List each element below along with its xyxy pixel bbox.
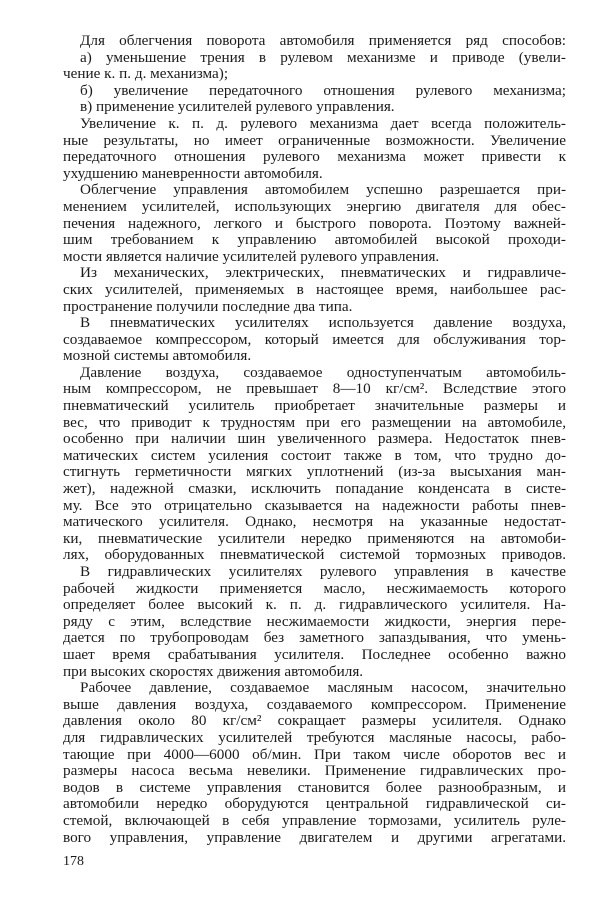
text-line: Облегчение управления автомобилем успешно разрешается при- bbox=[80, 181, 566, 199]
text-line: матических систем усиления состоит также в том, что трудно до- bbox=[63, 446, 566, 464]
list-item-b: б) увеличение передаточного отношения рулевого механизма; bbox=[80, 81, 566, 99]
text-line: ряду с этим, вследствие несжимаемости жидкости, энергия пере- bbox=[63, 612, 566, 630]
text-line: Давление воздуха, создаваемое одноступенчатым автомобиль- bbox=[80, 363, 566, 381]
text-line: для гидравлических усилителей требуются масляные насосы, рабо- bbox=[63, 728, 566, 746]
text-line: чение к. п. д. механизма); bbox=[63, 65, 229, 83]
text-line: при высоких скоростях движения автомобиля. bbox=[63, 662, 364, 680]
text-line: водов в системе управления становится более разнообразным, и bbox=[63, 778, 566, 796]
text-line: мости является наличие усилителей рулевого управления. bbox=[63, 247, 440, 265]
page-body bbox=[63, 33, 566, 846]
text-line: Рабочее давление, создаваемое масляным насосом, значительно bbox=[80, 679, 566, 697]
text-line: пространение получили последние два типа. bbox=[63, 297, 353, 315]
text-line: ным компрессором, не превышает 8—10 кг/см². Вследствие этого bbox=[63, 380, 566, 398]
text-line: В гидравлических усилителях рулевого управления в качестве bbox=[80, 563, 566, 580]
text-line: дается по трубопроводам без заметного запаздывания, что умень- bbox=[63, 629, 566, 647]
text-line: создаваемое компрессором, который имеется для обслуживания тор- bbox=[63, 330, 566, 348]
text-line: рабочей жидкости применяется масло, несжимаемость которого bbox=[63, 579, 566, 597]
text-line: особенно при наличии шин увеличенного размера. Недостаток пнев- bbox=[63, 430, 566, 448]
text-line: стемой, включающей в себя управление тормозами, усилитель руле- bbox=[63, 811, 566, 829]
text-line: тающие при 4000—6000 об/мин. При таком числе оборотов вес и bbox=[63, 745, 566, 763]
text-line: матического усилителя. Однако, несмотря на указанные недостат- bbox=[63, 513, 566, 531]
text-line: ные результаты, но имеет ограниченные возможности. Увеличение bbox=[63, 131, 566, 149]
text-line: давления около 80 кг/см² сокращает размеры усилителя. Однако bbox=[63, 712, 566, 730]
text-line: определяет более высокий к. п. д. гидравлического усилителя. На- bbox=[63, 596, 566, 614]
text-line: лях, оборудованных пневматической системой тормозных приводов. bbox=[63, 546, 566, 564]
text-line: пневматический усилитель приобретает значительные размеры и bbox=[63, 397, 566, 415]
text-line: В пневматических усилителях используется давление воздуха, bbox=[80, 314, 566, 332]
list-item-a: а) уменьшение трения в рулевом механизме и приводе (увели- bbox=[80, 48, 566, 66]
text-line: ки, пневматические усилители нередко применяются на автомоби- bbox=[63, 529, 566, 547]
list-item-c: в) применение усилителей рулевого управления. bbox=[80, 98, 395, 116]
page-number: 178 bbox=[63, 854, 84, 869]
text-line: выше давления воздуха, создаваемого компрессором. Применение bbox=[63, 695, 566, 713]
text-line: менением усилителей, использующих энергию двигателя для обес- bbox=[63, 197, 566, 215]
text-line: вес, что приводит к трудностям при его размещении на автомобиле, bbox=[63, 413, 566, 431]
text-line: жет), надежной смазки, исключить попадание конденсата в систе- bbox=[63, 480, 566, 498]
text-line: ских усилителей, применяемых в настоящее время, наибольшее рас- bbox=[63, 280, 566, 298]
text-line: ухудшению маневренности автомобиля. bbox=[63, 164, 323, 182]
text-line: му. Все это отрицательно сказывается на надежности работы пнев- bbox=[63, 496, 566, 514]
text-line: вого управления, управление двигателем и другими агрегатами. bbox=[63, 828, 566, 846]
text-line: печения надежного, легкого и быстрого поворота. Поэтому важней- bbox=[63, 214, 566, 232]
text-line: стигнуть герметичности мягких уплотнений (из-за высыхания ман- bbox=[63, 463, 566, 481]
text-line: шает время срабатывания усилителя. Последнее особенно важно bbox=[63, 645, 566, 663]
text-line: Из механических, электрических, пневматических и гидравличе- bbox=[80, 264, 566, 282]
text-line: Для облегчения поворота автомобиля применяется ряд способов: bbox=[80, 32, 566, 49]
text-line: мозной системы автомобиля. bbox=[63, 347, 252, 365]
text-line: Увеличение к. п. д. рулевого механизма дает всегда положитель- bbox=[80, 114, 566, 132]
text-line: автомобили нередко оборудуются центральной гидравлической си- bbox=[63, 795, 566, 813]
text-line: размеры насоса весьма невелики. Применение гидравлических про- bbox=[63, 762, 566, 780]
text-line: передаточного отношения рулевого механизма может привести к bbox=[63, 148, 566, 166]
text-line: шим требованием к управлению автомобилей высокой проходи- bbox=[63, 231, 566, 249]
